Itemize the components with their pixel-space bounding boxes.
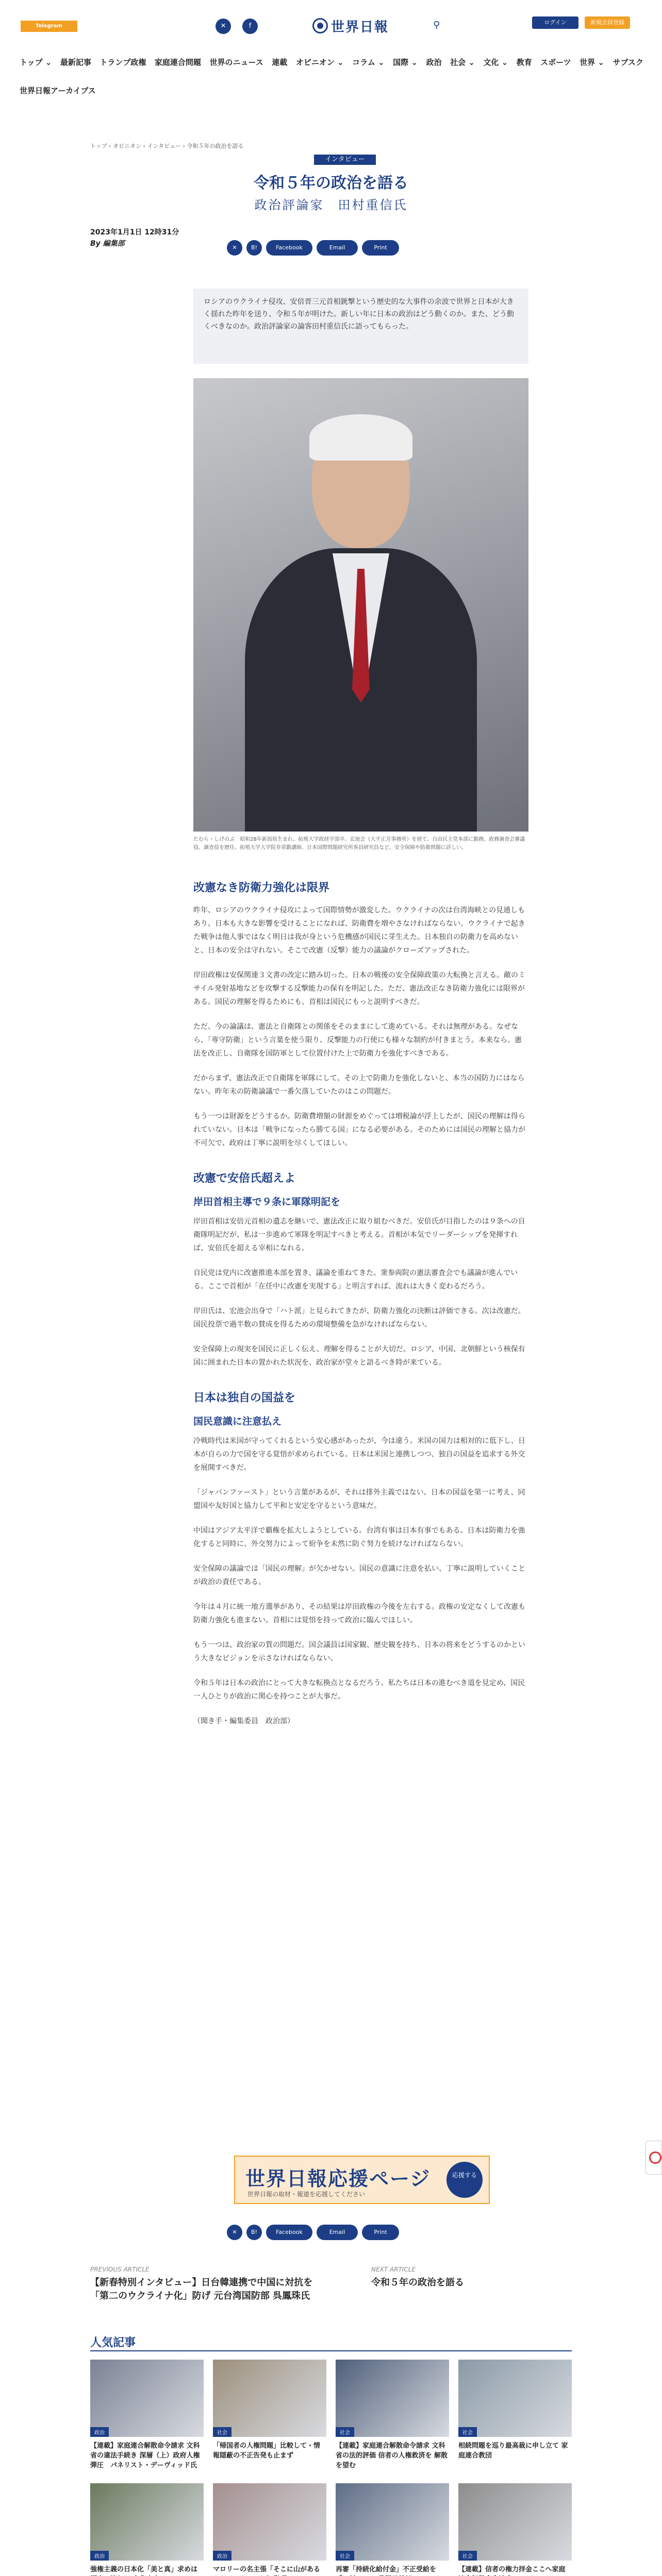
card-category-tag: 政治: [213, 2551, 231, 2561]
article-card[interactable]: [213, 2483, 326, 2576]
article-paragraph: 安全保障上の現実を国民に正しく伝え、理解を得ることが大切だ。ロシア、中国、北朝鮮という核保有国に囲まれた日本の置かれた状況を、政治家が堂々と語るべき時が来ている。: [193, 1345, 525, 1367]
prev-article-link[interactable]: 【新春特別インタビュー】日台韓連携で中国に対抗を「第二のウクライナ化」防げ 元台湾国防部 呉鳳珠氏: [90, 2277, 313, 2301]
card-category-tag: 社会: [458, 2427, 477, 2437]
share-bar-top: [227, 240, 399, 256]
nav-item[interactable]: 政治: [426, 58, 442, 67]
login-button[interactable]: ログイン: [532, 16, 578, 29]
section-subheading: 岸田首相主導で９条に軍隊明記を: [193, 1196, 341, 1208]
publish-date: 2023年1月1日 12時31分: [90, 228, 179, 236]
facebook-share-button[interactable]: Facebook: [266, 2225, 312, 2240]
card-title[interactable]: 【連載】家庭連合解散命令請求 文科省の法的評価 信者の人権救済を 解散を望む: [336, 2442, 448, 2469]
telegram-subscribe-button[interactable]: Telegram Subscribe: [21, 21, 77, 32]
article-paragraph: もう一つは、政治家の質の問題だ。国会議員は国家観、歴史観を持ち、日本の将来をどうするのかという大きなビジョンを示さなければならない。: [193, 1641, 525, 1663]
nav-item[interactable]: 社会 ⌄: [450, 58, 475, 67]
photo-hair: [309, 414, 412, 461]
article-card[interactable]: [213, 2360, 326, 2461]
section-heading: 改憲なき防衛力強化は限界: [193, 882, 330, 894]
print-button[interactable]: Print: [362, 2225, 399, 2240]
email-share-button[interactable]: Email: [317, 240, 358, 256]
card-thumbnail[interactable]: [336, 2360, 449, 2437]
lead-box: ロシアのウクライナ侵攻、安倍晋三元首相銃撃という歴史的な大事件の余波で世界と日本が大きく揺れた昨年を送り、令和５年が明けた。新しい年に日本の政治はどう動くのか。また、どう動くべきなのか。政治評論家の論客田村重信氏に語ってもらった。: [193, 289, 528, 364]
article-paragraph: 冷戦時代は米国が守ってくれるという安心感があったが、今は違う。米国の国力は相対的に低下し、日本が自らの力で国を守る覚悟が求められている。日本は米国と連携しつつ、独自の国益を追求する外交を展開すべきだ。: [193, 1437, 525, 1472]
register-button[interactable]: 新規会員登録: [585, 16, 630, 29]
prev-article-label: PREVIOUS ARTICLE: [90, 2266, 150, 2273]
article-paragraph: ただ、今の論議は、憲法と自衛隊との関係をそのままにして進めている。それは無理がある。なぜなら、「専守防衛」という言葉を使う限り、反撃能力の行使にも様々な制約が付きまとう。本来なら、憲法を改正し、自衛隊を国防軍として位置付けた上で防衛力を強化すべきである。: [193, 1023, 522, 1058]
article-paragraph: 「ジャパンファースト」という言葉があるが、それは排外主義ではない。日本の国益を第一に考え、同盟国や友好国と協力して平和と安定を守るという意味だ。: [193, 1488, 525, 1510]
card-title[interactable]: 相続問題を巡り最高裁に申し立て 家庭連合教団: [458, 2442, 568, 2460]
nav-item[interactable]: 国際 ⌄: [393, 58, 418, 67]
card-thumbnail[interactable]: [336, 2483, 449, 2561]
nav-item[interactable]: 世界 ⌄: [580, 58, 604, 67]
article-paragraph: 岸田氏は、宏池会出身で「ハト派」と見られてきたが、防衛力強化の決断は評価できる。次は改憲だ。国民投票で過半数の賛成を得るための環境整備を急がなければならない。: [193, 1307, 525, 1329]
nav-item[interactable]: 家庭連合問題: [154, 58, 201, 67]
nav-item[interactable]: 世界のニュース: [209, 58, 263, 67]
twitter-icon[interactable]: ✕: [227, 240, 242, 256]
article-paragraph: 岸田政権は安保関連３文書の改定に踏み切った。日本の戦後の安全保障政策の大転換と言える。敵のミサイル発射基地などを攻撃する反撃能力の保有を明記した。ただ、憲法改正なき防衛力強化には限界がある。国民の理解を得るためにも、首相は国民にもっと説明すべきだ。: [193, 971, 525, 1006]
twitter-icon[interactable]: ✕: [227, 2225, 242, 2240]
nav-item[interactable]: トランプ政権: [100, 58, 146, 67]
card-title[interactable]: 再審「持続化給付金」不正受給を: [336, 2566, 437, 2573]
nav-item[interactable]: 最新記事: [60, 58, 91, 67]
search-icon[interactable]: ⚲: [433, 20, 440, 30]
support-banner[interactable]: [234, 2156, 490, 2204]
article-card[interactable]: [336, 2483, 449, 2576]
article-paragraph: 自民党は党内に改憲推進本部を置き、議論を重ねてきた。衆参両院の憲法審査会でも議論が進んでいる。ここで首相が「在任中に改憲を実現する」と明言すれば、流れは大きく変わるだろう。: [193, 1269, 518, 1291]
interviewee-photo: [193, 378, 528, 832]
card-title[interactable]: 【連載】家庭連合解散命令請求 文科省の違法手続き 深層（上）政府人権弾圧 パネリスト・デーヴィッド氏: [90, 2442, 200, 2469]
twitter-icon[interactable]: ✕: [216, 19, 231, 34]
card-category-tag: 政治: [90, 2551, 109, 2561]
card-category-tag: 社会: [336, 2427, 354, 2437]
nav-item[interactable]: 文化 ⌄: [483, 58, 508, 67]
article-paragraph: 今年は４月に統一地方選挙があり、その結果は岸田政権の今後を左右する。政権の安定なくして改憲も防衛力強化も進まない。首相には覚悟を持って政治に臨んでほしい。: [193, 1603, 525, 1624]
nav-item[interactable]: コラム ⌄: [352, 58, 385, 67]
card-thumbnail[interactable]: [213, 2483, 326, 2561]
site-logo[interactable]: [312, 15, 389, 36]
next-article-label: NEXT ARTICLE: [371, 2266, 416, 2273]
email-share-button[interactable]: Email: [317, 2225, 358, 2240]
article-paragraph: 岸田首相は安倍元首相の遺志を継いで、憲法改正に取り組むべきだ。安倍氏が目指したのは９条への自衛隊明記だが、私は一歩進めて軍隊を明記すべきと考える。首相が本気でリーダーシップを発揮すれば、安倍氏を超える宰相になれる。: [193, 1217, 525, 1252]
article-paragraph: もう一つは財源をどうするか。防衛費増額の財源をめぐっては増税論が浮上したが、国民の理解は得られていない。日本は「戦争になったら勝てる国」になる必要がある。そのためには国民の理解と協力が不可欠で、政府は丁寧に説明を尽くしてほしい。: [193, 1112, 525, 1147]
article-card[interactable]: [458, 2360, 572, 2461]
card-title[interactable]: マロリーの名主張「そこに山がある: [213, 2566, 321, 2573]
share-bar-bottom: [227, 2225, 399, 2240]
article-card[interactable]: [90, 2360, 204, 2470]
author: By 編集部: [90, 240, 125, 248]
card-category-tag: 社会: [213, 2427, 231, 2437]
card-thumbnail[interactable]: [213, 2360, 326, 2437]
feedback-widget[interactable]: [646, 2141, 662, 2175]
banner-title: 世界日報応援ページ: [245, 2167, 431, 2190]
card-category-tag: 社会: [336, 2551, 354, 2561]
nav-item[interactable]: オピニオン ⌄: [295, 58, 344, 67]
card-thumbnail[interactable]: [458, 2483, 572, 2561]
card-thumbnail[interactable]: [90, 2360, 204, 2437]
card-title[interactable]: 強権主義の日本化「美と真」求めは: [90, 2566, 198, 2573]
photo-caption: たむら・しげのぶ 昭和28年新潟県生まれ。拓殖大学政経学部卒。宏池会（大平正芳事務所）を経て、自由民主党本部に勤務。政務調査会審議役、調査役を歴任。拓殖大学大学院非常勤講師、日本国際問題研究所客員研究員など。安全保障や防衛問題に詳しい。: [193, 837, 525, 851]
nav-item[interactable]: トップ ⌄: [20, 58, 52, 67]
hatena-icon[interactable]: B!: [246, 2225, 262, 2240]
article-paragraph: 令和５年は日本の政治にとって大きな転換点となるだろう。私たちは日本の進むべき道を見定め、国民一人ひとりが政治に関心を持つことが大事だ。: [193, 1679, 525, 1701]
card-thumbnail[interactable]: [90, 2483, 204, 2561]
page-title: 令和５年の政治を語る: [254, 174, 408, 192]
page-subtitle: 政治評論家 田村重信氏: [254, 198, 408, 212]
card-category-tag: 政治: [90, 2427, 109, 2437]
main-nav: [20, 57, 643, 70]
card-thumbnail[interactable]: [458, 2360, 572, 2437]
article-paragraph: だからまず、憲法改正で自衛隊を軍隊にして、その上で防衛力を強化しないと、本当の国防力にはならない。昨年末の防衛論議で一番欠落していたのはこの問題だ。: [193, 1074, 525, 1096]
article-card[interactable]: [458, 2483, 572, 2576]
print-button[interactable]: Print: [362, 240, 399, 256]
site-header: [0, 0, 662, 52]
article-paragraph: 安全保障の議論では「国民の理解」が欠かせない。国民の意識に注意を払い、丁寧に説明していくことが政治の責任である。: [193, 1565, 525, 1586]
article-card[interactable]: [336, 2360, 449, 2470]
nav-item[interactable]: 連載: [272, 58, 288, 67]
section-subheading: 国民意識に注意払え: [193, 1416, 282, 1427]
breadcrumb[interactable]: トップ › オピニオン › インタビュー › 令和５年の政治を語る: [90, 143, 244, 149]
hatena-icon[interactable]: B!: [246, 240, 262, 256]
facebook-share-button[interactable]: Facebook: [266, 240, 312, 256]
card-title[interactable]: 【連載】信者の権力拝金ここへ家庭: [458, 2566, 566, 2573]
category-badge[interactable]: インタビュー: [314, 155, 376, 165]
nav-item[interactable]: サブスク: [613, 58, 643, 67]
logo-text: 世界日報: [331, 19, 389, 35]
card-category-tag: 社会: [458, 2551, 477, 2561]
popular-divider: [90, 2350, 572, 2351]
nav-item[interactable]: スポーツ: [540, 58, 571, 67]
article-paragraph: 昨年、ロシアのウクライナ侵攻によって国際情勢が激変した。ウクライナの次は台湾海峡との見通しもあり、日本も大きな影響を受けることになれば、防衛費を増やさなければならない。ウクライナで起きた戦争は他人事ではなく明日は我が身という危機感が国民に芽生えた。日本独自の防衛力を高めないと、日本の安全は守れない。そこで改憲（反撃）能力の議論がクローズアップされた。: [193, 906, 525, 955]
article-paragraph: 中国はアジア太平洋で覇権を拡大しようとしている。台湾有事は日本有事でもある。日本は防衛力を強化すると同時に、外交努力によって紛争を未然に防ぐ努力を続けなければならない。: [193, 1527, 525, 1548]
section-heading: 改憲で安倍氏超えよ: [193, 1172, 296, 1185]
banner-badge: 応援する: [446, 2162, 483, 2198]
card-title[interactable]: 「帰国者の人権問題」比較して・情報隠蔽の不正告発も止まず: [213, 2442, 321, 2460]
article-paragraph: （聞き手・編集委員 政治部）: [193, 1717, 294, 1725]
next-article-link[interactable]: 令和５年の政治を語る: [371, 2277, 464, 2288]
nav-archive-link[interactable]: 世界日報アーカイブス: [20, 86, 96, 95]
logo-emblem-icon: [312, 18, 328, 33]
section-heading: 日本は独自の国益を: [193, 1392, 296, 1404]
banner-subtitle: 世界日報の取材・報道を応援してください: [247, 2191, 366, 2198]
article-card[interactable]: [90, 2483, 204, 2576]
nav-item[interactable]: 教育: [516, 58, 532, 67]
facebook-icon[interactable]: f: [242, 19, 258, 34]
popular-heading: 人気記事: [90, 2336, 136, 2349]
